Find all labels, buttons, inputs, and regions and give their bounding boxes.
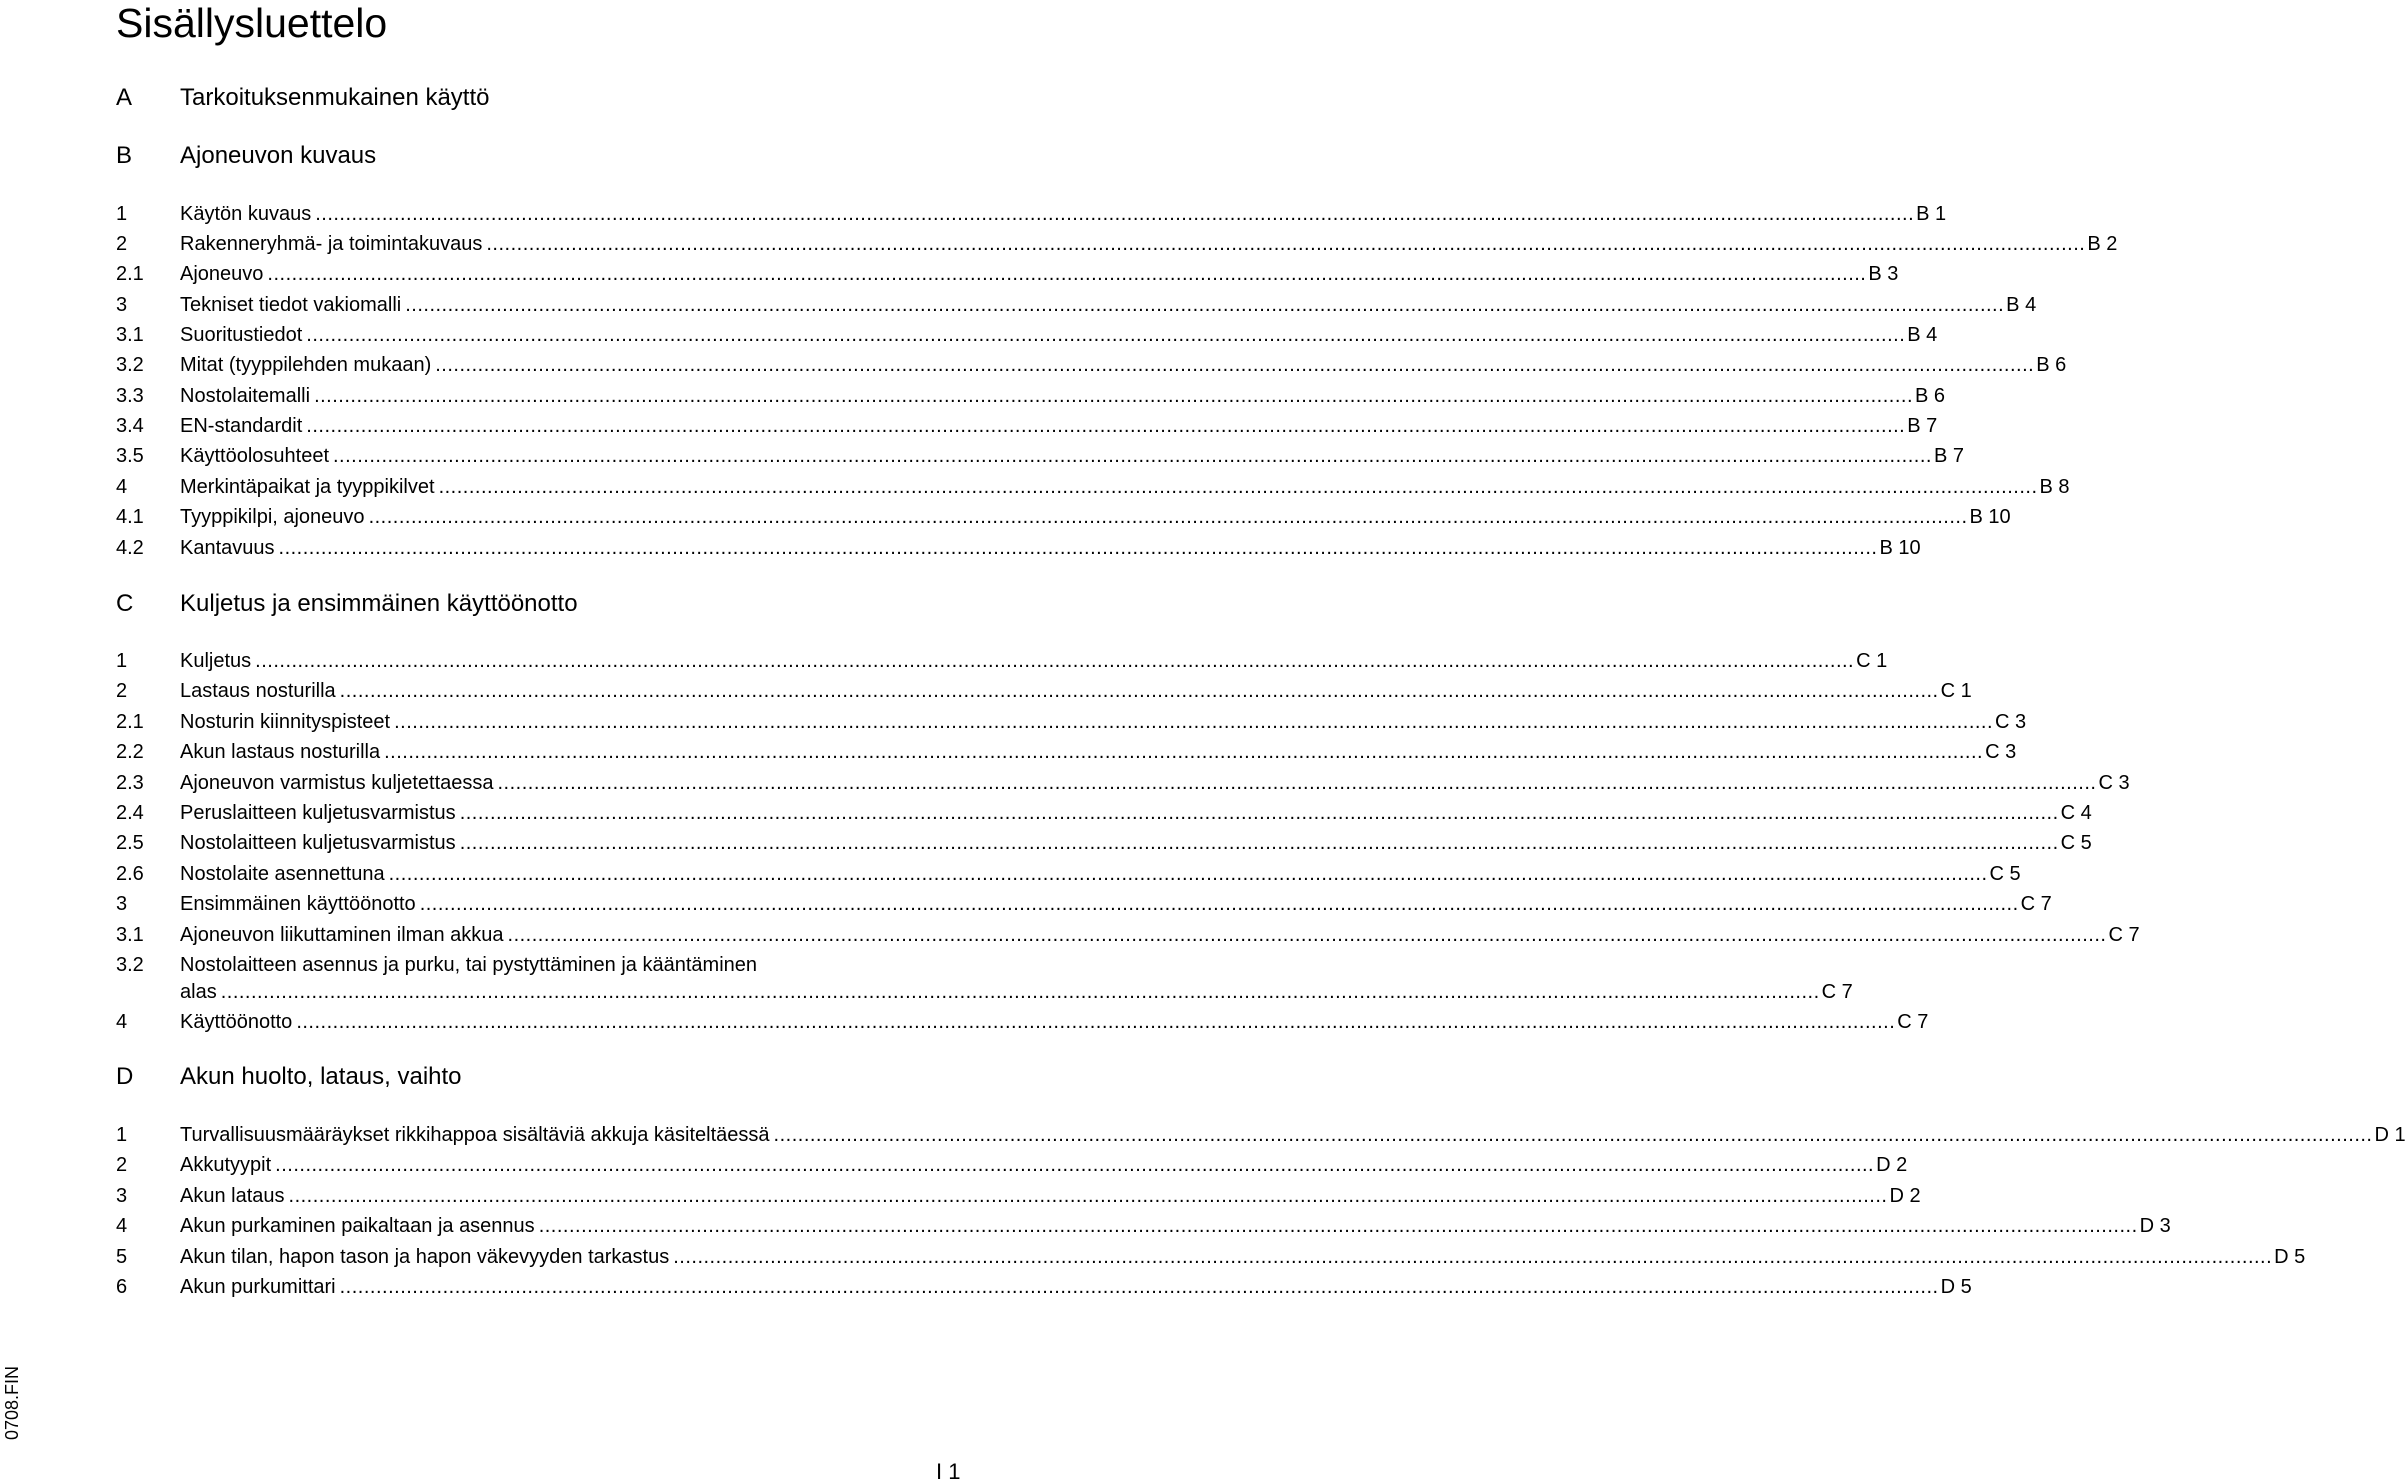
- toc-entry[interactable]: [116, 891, 2052, 917]
- entry-number: 2.1: [116, 711, 144, 733]
- entry-number: 2.4: [116, 802, 144, 824]
- entry-page: B 6: [1915, 385, 1946, 407]
- entry-number: 2: [116, 1154, 128, 1176]
- toc-entry[interactable]: [116, 201, 1947, 227]
- toc-entry[interactable]: [116, 952, 1853, 1005]
- entry-title: Ajoneuvon varmistus kuljetettaessa: [180, 772, 494, 794]
- entry-number: 4: [116, 1011, 128, 1033]
- entry-title: Akun purkaminen paikaltaan ja asennus: [180, 1215, 535, 1237]
- toc-entry[interactable]: [116, 861, 2021, 887]
- entry-number: 1: [116, 1124, 128, 1146]
- dot-leader: ........................................................................................................................................................................................................................................................................: [306, 415, 1906, 437]
- entry-page: D 2: [1876, 1154, 1908, 1176]
- dot-leader: ........................................................................................................................................................................................................................................................................: [333, 445, 1932, 467]
- dot-leader: ........................................................................................................................................................................................................................................................................: [220, 981, 1820, 1003]
- section-letter: C: [116, 590, 134, 617]
- entry-number: 3: [116, 294, 128, 316]
- section-letter: A: [116, 84, 133, 111]
- toc-entry[interactable]: [116, 739, 2017, 765]
- entry-title: Nostolaite asennettuna: [180, 863, 385, 885]
- entry-page: B 7: [1907, 415, 1938, 437]
- entry-title: EN-standardit: [180, 415, 303, 437]
- entry-page: C 3: [2098, 772, 2130, 794]
- dot-leader: ........................................................................................................................................................................................................................................................................: [296, 1011, 1896, 1033]
- toc-entry[interactable]: [116, 648, 1888, 674]
- toc-entry[interactable]: [116, 1213, 2171, 1239]
- section-title: Akun huolto, lataus, vaihto: [180, 1063, 462, 1090]
- dot-leader: ........................................................................................................................................................................................................................................................................: [384, 741, 1984, 763]
- entry-title: Käyttöolosuhteet: [180, 445, 329, 467]
- entry-number: 3.2: [116, 354, 144, 376]
- entry-page: C 3: [1995, 711, 2027, 733]
- entry-page: D 3: [2139, 1215, 2171, 1237]
- section-title: Tarkoituksenmukainen käyttö: [180, 84, 490, 111]
- dot-leader: ........................................................................................................................................................................................................................................................................: [507, 924, 2107, 946]
- entry-page: D 5: [1940, 1276, 1972, 1298]
- entry-page: C 3: [1985, 741, 2017, 763]
- dot-leader: ........................................................................................................................................................................................................................................................................: [306, 324, 1906, 346]
- entry-page: D 5: [2274, 1246, 2306, 1268]
- toc-entry[interactable]: [116, 322, 1938, 348]
- entry-title: Ensimmäinen käyttöönotto: [180, 893, 416, 915]
- dot-leader: ........................................................................................................................................................................................................................................................................: [459, 832, 2059, 854]
- entry-number: 2.3: [116, 772, 144, 794]
- entry-page: D 2: [1889, 1185, 1921, 1207]
- section-letter: D: [116, 1063, 134, 1090]
- entry-number: 2.1: [116, 263, 144, 285]
- entry-number: 4.1: [116, 506, 144, 528]
- toc-entry[interactable]: [116, 1122, 2406, 1148]
- entry-page: B 6: [2036, 354, 2067, 376]
- entry-number: 5: [116, 1246, 128, 1268]
- entry-number: 3: [116, 1185, 128, 1207]
- dot-leader: ........................................................................................................................................................................................................................................................................: [405, 294, 2005, 316]
- dot-leader: ........................................................................................................................................................................................................................................................................: [673, 1246, 2273, 1268]
- entry-number: 2.6: [116, 863, 144, 885]
- toc-entry[interactable]: [116, 830, 2092, 856]
- dot-leader: ........................................................................................................................................................................................................................................................................: [315, 203, 1915, 225]
- entry-page: B 3: [1868, 263, 1899, 285]
- dot-leader: ........................................................................................................................................................................................................................................................................: [459, 802, 2059, 824]
- entry-number: 3: [116, 893, 128, 915]
- dot-leader: ........................................................................................................................................................................................................................................................................: [538, 1215, 2138, 1237]
- entry-number: 3.1: [116, 924, 144, 946]
- entry-page: C 5: [2060, 832, 2092, 854]
- toc-entry[interactable]: [116, 474, 2070, 500]
- toc-entry[interactable]: [116, 504, 2011, 530]
- toc-entry[interactable]: [116, 922, 2140, 948]
- toc-entry[interactable]: [116, 231, 2118, 257]
- entry-page: C 7: [1821, 981, 1853, 1003]
- entry-number: 2.2: [116, 741, 144, 763]
- dot-leader: ........................................................................................................................................................................................................................................................................: [394, 711, 1994, 733]
- entry-title: Mitat (tyyppilehden mukaan): [180, 354, 432, 376]
- entry-page: B 8: [2039, 476, 2070, 498]
- toc-entry[interactable]: [116, 1152, 1908, 1178]
- entry-number: 4: [116, 476, 128, 498]
- entry-title: alas: [180, 981, 217, 1003]
- dot-leader: ........................................................................................................................................................................................................................................................................: [314, 385, 1914, 407]
- dot-leader: ........................................................................................................................................................................................................................................................................: [486, 233, 2086, 255]
- entry-title: Käyttöönotto: [180, 1011, 293, 1033]
- entry-number: 6: [116, 1276, 128, 1298]
- entry-page: C 1: [1856, 650, 1888, 672]
- entry-page: C 7: [2108, 924, 2140, 946]
- entry-page: C 1: [1940, 680, 1972, 702]
- entry-page: B 10: [1879, 537, 1921, 559]
- toc-entry[interactable]: [116, 261, 1899, 287]
- page-number: I 1: [936, 1459, 961, 1484]
- entry-page: B 1: [1916, 203, 1947, 225]
- entry-title: Akun lataus: [180, 1185, 285, 1207]
- dot-leader: ........................................................................................................................................................................................................................................................................: [438, 476, 2038, 498]
- entry-page: C 7: [1897, 1011, 1929, 1033]
- dot-leader: ........................................................................................................................................................................................................................................................................: [278, 537, 1878, 559]
- entry-page: B 4: [1907, 324, 1938, 346]
- entry-number: 4: [116, 1215, 128, 1237]
- entry-title: Turvallisuusmääräykset rikkihappoa sisältäviä akkuja käsiteltäessä: [180, 1124, 770, 1146]
- toc-section-heading: [116, 139, 916, 173]
- entry-number: 2: [116, 233, 128, 255]
- entry-page: C 4: [2060, 802, 2092, 824]
- entry-page: B 4: [2006, 294, 2037, 316]
- entry-title: Suoritustiedot: [180, 324, 303, 346]
- dot-leader: ........................................................................................................................................................................................................................................................................: [339, 1276, 1939, 1298]
- toc-entry[interactable]: [116, 292, 2037, 318]
- dot-leader: ........................................................................................................................................................................................................................................................................: [419, 893, 2019, 915]
- entry-page: C 5: [1989, 863, 2021, 885]
- dot-leader: ........................................................................................................................................................................................................................................................................: [267, 263, 1867, 285]
- entry-number: 2.5: [116, 832, 144, 854]
- entry-title: Ajoneuvo: [180, 263, 264, 285]
- entry-page: B 2: [2087, 233, 2118, 255]
- toc-entry[interactable]: [116, 413, 1938, 439]
- dot-leader: ........................................................................................................................................................................................................................................................................: [435, 354, 2035, 376]
- page-title: Sisällysluettelo: [116, 0, 388, 46]
- toc-section-heading: [116, 587, 916, 621]
- entry-number: 3.3: [116, 385, 144, 407]
- entry-number: 4.2: [116, 537, 144, 559]
- entry-number: 2: [116, 680, 128, 702]
- entry-number: 3.5: [116, 445, 144, 467]
- entry-title: Käytön kuvaus: [180, 203, 312, 225]
- toc-entry[interactable]: [116, 535, 1921, 561]
- entry-title: Peruslaitteen kuljetusvarmistus: [180, 802, 456, 824]
- entry-title: Akun tilan, hapon tason ja hapon väkevyyden tarkastus: [180, 1246, 670, 1268]
- entry-title: Nostolaitteen kuljetusvarmistus: [180, 832, 456, 854]
- entry-title: Akun lastaus nosturilla: [180, 741, 381, 763]
- entry-title: Nosturin kiinnityspisteet: [180, 711, 391, 733]
- toc-entry[interactable]: [116, 800, 2092, 826]
- dot-leader: ........................................................................................................................................................................................................................................................................: [339, 680, 1939, 702]
- entry-page: B 10: [1969, 506, 2011, 528]
- entry-title: Tekniset tiedot vakiomalli: [180, 294, 402, 316]
- entry-page: B 7: [1933, 445, 1964, 467]
- toc-entry[interactable]: [116, 443, 1964, 469]
- entry-page: C 7: [2020, 893, 2052, 915]
- toc-entry[interactable]: [116, 1009, 1929, 1035]
- toc-entry[interactable]: [116, 709, 2027, 735]
- entry-number: 3.2: [116, 954, 144, 976]
- entry-page: D 1: [2374, 1124, 2406, 1146]
- entry-title: Ajoneuvon liikuttaminen ilman akkua: [180, 924, 504, 946]
- toc-entry[interactable]: [116, 352, 2067, 378]
- entry-title: Akkutyypit: [180, 1154, 272, 1176]
- entry-number: 1: [116, 650, 128, 672]
- entry-number: 3.1: [116, 324, 144, 346]
- dot-leader: ........................................................................................................................................................................................................................................................................: [773, 1124, 2373, 1146]
- section-title: Ajoneuvon kuvaus: [180, 142, 377, 169]
- entry-title: Akun purkumittari: [180, 1276, 336, 1298]
- dot-leader: ........................................................................................................................................................................................................................................................................: [368, 506, 1968, 528]
- toc-section-heading: [116, 1060, 916, 1094]
- toc-entry[interactable]: [116, 678, 1972, 704]
- dot-leader: ........................................................................................................................................................................................................................................................................: [255, 650, 1855, 672]
- entry-title: Tyyppikilpi, ajoneuvo: [180, 506, 365, 528]
- section-title: Kuljetus ja ensimmäinen käyttöönotto: [180, 590, 578, 617]
- toc-entry[interactable]: [116, 383, 1946, 409]
- entry-title-line1: Nostolaitteen asennus ja purku, tai pystyttäminen ja kääntäminen: [180, 954, 758, 976]
- entry-title: Kantavuus: [180, 537, 275, 559]
- section-letter: B: [116, 142, 133, 169]
- entry-number: 3.4: [116, 415, 144, 437]
- toc-entry[interactable]: [116, 770, 2130, 796]
- entry-title: Merkintäpaikat ja tyyppikilvet: [180, 476, 435, 498]
- toc-section-heading: [116, 81, 916, 115]
- toc-entry[interactable]: [116, 1274, 1972, 1300]
- toc-entry[interactable]: [116, 1183, 1921, 1209]
- document-code: 0708.FIN: [2, 1365, 22, 1440]
- dot-leader: ........................................................................................................................................................................................................................................................................: [497, 772, 2097, 794]
- entry-title: Lastaus nosturilla: [180, 680, 336, 702]
- entry-title: Nostolaitemalli: [180, 385, 311, 407]
- dot-leader: ........................................................................................................................................................................................................................................................................: [288, 1185, 1888, 1207]
- entry-number: 1: [116, 203, 128, 225]
- entry-title: Kuljetus: [180, 650, 252, 672]
- toc-entry[interactable]: [116, 1244, 2306, 1270]
- dot-leader: ........................................................................................................................................................................................................................................................................: [388, 863, 1988, 885]
- entry-title: Rakenneryhmä- ja toimintakuvaus: [180, 233, 483, 255]
- dot-leader: ........................................................................................................................................................................................................................................................................: [275, 1154, 1875, 1176]
